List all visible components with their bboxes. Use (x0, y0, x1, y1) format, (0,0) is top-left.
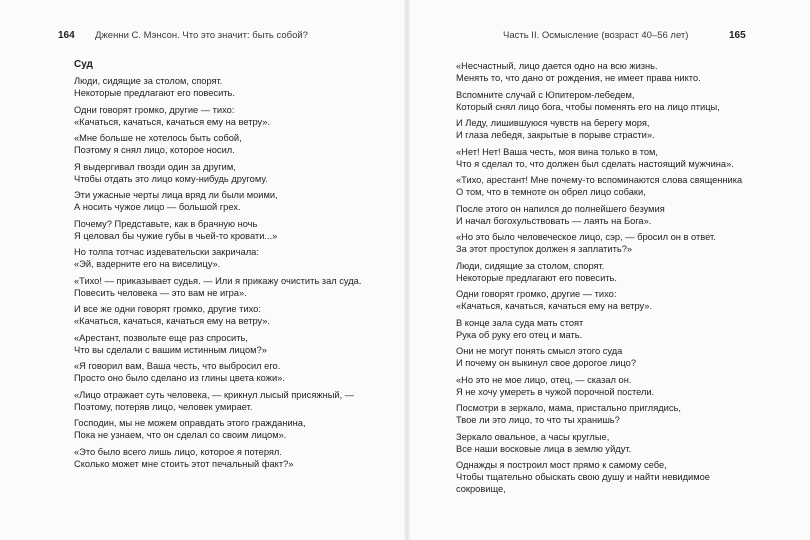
verse-line: Зеркало овальное, а часы круглые, (456, 431, 610, 442)
verse-line: Повесить человека — это вам не игра». (74, 287, 247, 298)
stanza (74, 189, 361, 213)
stanza (456, 203, 742, 227)
verse-line: И начал богохульствовать — лаять на Бога». (456, 215, 652, 226)
verse-line: «Эй, вздерните его на виселицу». (74, 259, 221, 270)
verse-line: И глаза лебедя, закрытые в порыве страсти». (456, 130, 655, 141)
verse-line: «Тихо, арестант! Мне почему-то вспоминаются слова священника (456, 175, 743, 185)
stanza (456, 60, 742, 84)
stanza (456, 260, 742, 284)
left-poem-text (74, 59, 361, 474)
left-page (0, 0, 404, 540)
left-page-header (58, 30, 75, 41)
verse-line: «Мне больше не хотелось быть собой, (74, 133, 242, 144)
verse-line: «Я говорил вам, Ваша честь, что выбросил его. (74, 361, 281, 372)
left-running-head: Дженни С. Мэнсон. Что это значит: быть собой? (95, 30, 308, 41)
verse-line: Господин, мы не можем оправдать этого гражданина, (74, 418, 306, 429)
stanza (74, 161, 361, 185)
verse-line: Просто оно было сделано из глины цвета кожи». (74, 373, 285, 384)
verse-line: Пока не узнаем, что он сделал со своим лицом». (74, 430, 287, 441)
stanza (456, 231, 742, 255)
verse-line: Некоторые предлагают его повесить. (74, 88, 235, 99)
stanza (74, 104, 361, 128)
verse-line: Я выдергивал гвозди один за другим, (74, 161, 236, 172)
stanza (456, 174, 742, 198)
verse-line: Поэтому я снял лицо, которое носил. (74, 145, 235, 156)
right-running-head: Часть II. Осмысление (возраст 40–56 лет) (503, 30, 689, 41)
verse-line: «Но это не мое лицо, отец, — сказал он. (456, 374, 632, 385)
stanza (456, 374, 742, 398)
verse-line: «Но это было человеческое лицо, сэр, — бросил он в ответ. (456, 232, 716, 242)
verse-line: Что вы сделали с вашим истинным лицом?» (74, 344, 267, 355)
stanza (74, 132, 361, 156)
stanza (74, 75, 361, 99)
verse-line: «Это было всего лишь лицо, которое я потерял. (74, 446, 282, 457)
verse-line: сокровище, (456, 484, 506, 495)
verse-line: Но толпа тотчас издевательски закричала: (74, 247, 259, 258)
verse-line: «Нет! Нет! Ваша честь, моя вина только в том, (456, 146, 659, 157)
verse-line: Что я сделал то, что должен был сделать настоящий мужчина». (456, 158, 734, 169)
verse-line: Они не могут понять смысл этого суда (456, 346, 623, 356)
verse-line: Я не хочу умереть в чужой порочной постели. (456, 386, 655, 397)
stanza (456, 89, 742, 113)
verse-line: Люди, сидящие за столом, спорят. (74, 76, 223, 87)
stanza (74, 417, 361, 441)
verse-line: Чтобы отдать это лицо кому-нибудь другому. (74, 173, 268, 184)
stanza (456, 459, 742, 496)
verse-line: Поэтому, потеряв лицо, человек умирает. (74, 401, 253, 412)
verse-line: Сколько может мне стоить этот печальный факт?» (74, 458, 294, 469)
verse-line: Однажды я построил мост прямо к самому себе, (456, 460, 667, 470)
verse-line: Одни говорят громко, другие — тихо: (74, 104, 235, 115)
stanza (74, 446, 361, 470)
verse-line: Одни говорят громко, другие — тихо: (456, 289, 617, 299)
left-page-number: 164 (58, 30, 75, 41)
stanza (74, 303, 361, 327)
verse-line: «Качаться, качаться, качаться ему на ветру». (74, 316, 271, 327)
verse-line: О том, что в темноте он обрел лицо собаки, (456, 187, 646, 198)
stanza (456, 288, 742, 312)
verse-line: «Арестант, позвольте еще раз спросить, (74, 332, 248, 343)
verse-line: Все наши восковые лица в землю уйдут. (456, 443, 632, 454)
verse-line: Менять то, что дано от рождения, не имеет права никто. (456, 73, 701, 84)
poem-title: Суд (74, 59, 93, 70)
verse-line: «Несчастный, лицо дается одно на всю жизнь. (456, 61, 658, 71)
right-page-header (729, 30, 746, 41)
right-page (410, 0, 810, 540)
verse-line: Вспомните случай с Юпитером-лебедем, (456, 89, 635, 100)
verse-line: «Качаться, качаться, качаться ему на ветру». (456, 301, 653, 312)
stanza (456, 431, 742, 455)
stanza (456, 317, 742, 341)
verse-line: И все же одни говорят громко, другие тихо: (74, 304, 261, 315)
verse-line: «Качаться, качаться, качаться ему на ветру». (74, 116, 271, 127)
verse-line: Посмотри в зеркало, мама, пристально приглядись, (456, 403, 681, 413)
verse-line: Чтобы тщательно обыскать свою душу и найти невидимое (456, 472, 710, 483)
stanza (456, 146, 742, 170)
verse-line: В конце зала суда мать стоят (456, 317, 584, 328)
stanza (74, 246, 361, 270)
verse-line: Эти ужасные черты лица вряд ли были моими, (74, 190, 278, 201)
stanza (456, 117, 742, 141)
stanza (456, 402, 742, 426)
stanza (74, 275, 361, 299)
verse-line: А носить чужое лицо — большой грех. (74, 202, 241, 213)
verse-line: Я целовал бы чужие губы в чьей-то кровати...» (74, 230, 278, 241)
verse-line: И почему он выкинул свое дорогое лицо? (456, 358, 636, 369)
verse-line: Твое ли это лицо, то что ты хранишь? (456, 415, 620, 426)
stanza (74, 389, 361, 413)
stanza (456, 345, 742, 369)
verse-line: За этот проступок должен я заплатить?» (456, 244, 633, 255)
right-poem-text (456, 60, 742, 500)
verse-line: Рука об руку его отец и мать. (456, 329, 583, 340)
verse-line: Почему? Представьте, как в брачную ночь (74, 218, 258, 229)
stanza (74, 360, 361, 384)
verse-line: И Леду, лишившуюся чувств на берегу моря, (456, 118, 650, 128)
verse-line: «Лицо отражает суть человека, — крикнул лысый присяжный, — (74, 389, 355, 400)
verse-line: Некоторые предлагают его повесить. (456, 272, 617, 283)
stanza (74, 218, 361, 242)
stanza (74, 332, 361, 356)
verse-line: Люди, сидящие за столом, спорят. (456, 260, 605, 271)
verse-line: После этого он напился до полнейшего безумия (456, 203, 665, 214)
verse-line: Который снял лицо бога, чтобы поменять его на лицо птицы, (456, 101, 720, 112)
right-page-number: 165 (729, 30, 746, 41)
verse-line: «Тихо! — приказывает судья. — Или я прикажу очистить зал суда. (74, 275, 362, 286)
